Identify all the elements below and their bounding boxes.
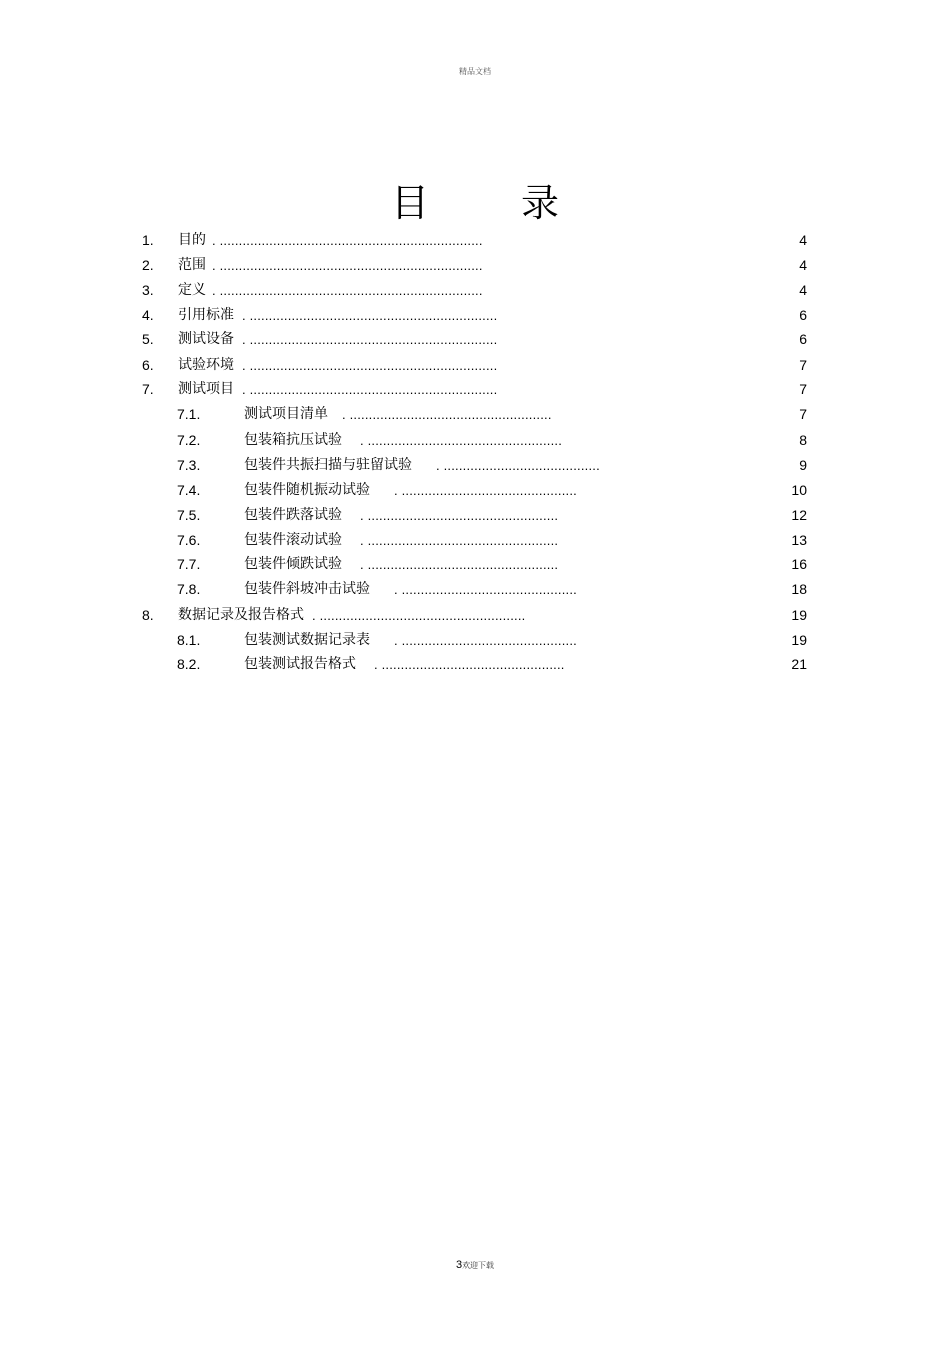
toc-entry-leader: . ................................................................. xyxy=(242,308,498,323)
toc-entry-leader: . ................................................................. xyxy=(242,382,498,397)
toc-entry-label: 测试设备 xyxy=(178,331,234,347)
toc-entry-number: 8. xyxy=(142,607,154,623)
toc-entry-leader: . .............................................. xyxy=(394,582,577,597)
toc-entry-leader: . .................................................. xyxy=(360,557,559,572)
toc-entry-page: 7 xyxy=(799,406,807,422)
toc-entry[interactable] xyxy=(0,253,950,278)
toc-entry-leader: . ................................................ xyxy=(374,657,565,672)
toc-entry-label: 测试项目清单 xyxy=(244,406,328,422)
toc-entry-page: 9 xyxy=(799,457,807,473)
toc-entry-label: 定义 xyxy=(178,282,206,298)
toc-entry-leader: . ................................................................. xyxy=(242,332,498,347)
toc-entry-leader: . .............................................. xyxy=(394,483,577,498)
toc-entry-number: 7.1. xyxy=(177,406,201,422)
toc-entry-page: 7 xyxy=(799,381,807,397)
toc-entry-page: 4 xyxy=(799,232,807,248)
toc-entry-leader: . ..................................................... xyxy=(342,407,552,422)
toc-entry-leader: . ..................................................................... xyxy=(212,258,483,273)
page-title: 目 录 xyxy=(390,181,600,225)
toc-entry-number: 8.1. xyxy=(177,632,201,648)
toc-entry-number: 3. xyxy=(142,282,154,298)
toc-entry-label: 包装件跌落试验 xyxy=(244,507,342,523)
toc-entry[interactable] xyxy=(0,603,950,628)
footer-note: 欢迎下载 xyxy=(462,1261,495,1270)
toc-entry-page: 4 xyxy=(799,257,807,273)
toc-entry-page: 18 xyxy=(791,581,807,597)
toc-entry-page: 19 xyxy=(791,607,807,623)
toc-entry[interactable] xyxy=(0,552,950,577)
toc-entry-label: 包装件斜坡冲击试验 xyxy=(244,581,370,597)
toc-entry-page: 12 xyxy=(791,507,807,523)
toc-entry-page: 16 xyxy=(791,556,807,572)
toc-entry[interactable] xyxy=(0,402,950,427)
toc-entry-leader: . .................................................. xyxy=(360,533,559,548)
toc-entry[interactable] xyxy=(0,303,950,328)
toc-entry-label: 试验环境 xyxy=(178,357,234,373)
toc-entry-label: 包装箱抗压试验 xyxy=(244,432,342,448)
toc-entry-leader: . ................................................................. xyxy=(242,358,498,373)
toc-entry-number: 8.2. xyxy=(177,656,201,672)
toc-entry-label: 目的 xyxy=(178,232,206,248)
toc-entry-number: 7.6. xyxy=(177,532,201,548)
toc-entry[interactable] xyxy=(0,628,950,653)
toc-entry-leader: . .................................................. xyxy=(360,508,559,523)
toc-entry-number: 7. xyxy=(142,381,154,397)
toc-entry-page: 6 xyxy=(799,307,807,323)
toc-entry-number: 4. xyxy=(142,307,154,323)
toc-entry-number: 7.8. xyxy=(177,581,201,597)
toc-entry[interactable] xyxy=(0,478,950,503)
toc-entry-leader: . ......................................... xyxy=(436,458,600,473)
toc-entry-number: 7.4. xyxy=(177,482,201,498)
toc-entry[interactable] xyxy=(0,652,950,677)
toc-entry-leader: . ..................................................................... xyxy=(212,283,483,298)
toc-entry-leader: . ...................................................... xyxy=(312,608,526,623)
toc-entry-number: 2. xyxy=(142,257,154,273)
toc-entry-page: 10 xyxy=(791,482,807,498)
toc-entry-leader: . ................................................... xyxy=(360,433,563,448)
toc-entry[interactable] xyxy=(0,228,950,253)
toc-entry-page: 6 xyxy=(799,331,807,347)
toc-entry[interactable] xyxy=(0,503,950,528)
toc-entry-page: 19 xyxy=(791,632,807,648)
toc-entry-label: 数据记录及报告格式 xyxy=(178,607,304,623)
footer-page-number: 3 xyxy=(455,1259,463,1271)
toc-entry-page: 13 xyxy=(791,532,807,548)
toc-entry[interactable] xyxy=(0,577,950,602)
toc-entry-label: 范围 xyxy=(178,257,206,273)
toc-entry-number: 7.2. xyxy=(177,432,201,448)
toc-entry-number: 7.7. xyxy=(177,556,201,572)
toc-entry-number: 5. xyxy=(142,331,154,347)
toc-entry-label: 包装件滚动试验 xyxy=(244,532,342,548)
toc-entry-page: 7 xyxy=(799,357,807,373)
toc-entry-number: 6. xyxy=(142,357,154,373)
toc-entry-label: 包装测试报告格式 xyxy=(244,656,356,672)
toc-entry-label: 包装件倾跌试验 xyxy=(244,556,342,572)
toc-entry-label: 引用标准 xyxy=(178,307,234,323)
toc-entry[interactable] xyxy=(0,327,950,352)
toc-entry[interactable] xyxy=(0,377,950,402)
toc-entry-label: 包装测试数据记录表 xyxy=(244,632,370,648)
toc-entry-leader: . .............................................. xyxy=(394,633,577,648)
toc-entry[interactable] xyxy=(0,278,950,303)
toc-entry-label: 包装件共振扫描与驻留试验 xyxy=(244,457,412,473)
footer xyxy=(0,1259,950,1271)
toc-entry-label: 测试项目 xyxy=(178,381,234,397)
toc-entry-label: 包装件随机振动试验 xyxy=(244,482,370,498)
toc-entry-number: 7.5. xyxy=(177,507,201,523)
toc-entry-number: 1. xyxy=(142,232,154,248)
toc-entry[interactable] xyxy=(0,453,950,478)
toc-entry-leader: . ..................................................................... xyxy=(212,233,483,248)
toc-entry-number: 7.3. xyxy=(177,457,201,473)
table-of-contents xyxy=(0,228,950,688)
toc-entry[interactable] xyxy=(0,428,950,453)
toc-entry-page: 8 xyxy=(799,432,807,448)
header-note: 精品文档 xyxy=(459,67,491,76)
toc-entry-page: 4 xyxy=(799,282,807,298)
toc-entry[interactable] xyxy=(0,528,950,553)
toc-entry-page: 21 xyxy=(791,656,807,672)
toc-entry[interactable] xyxy=(0,353,950,378)
